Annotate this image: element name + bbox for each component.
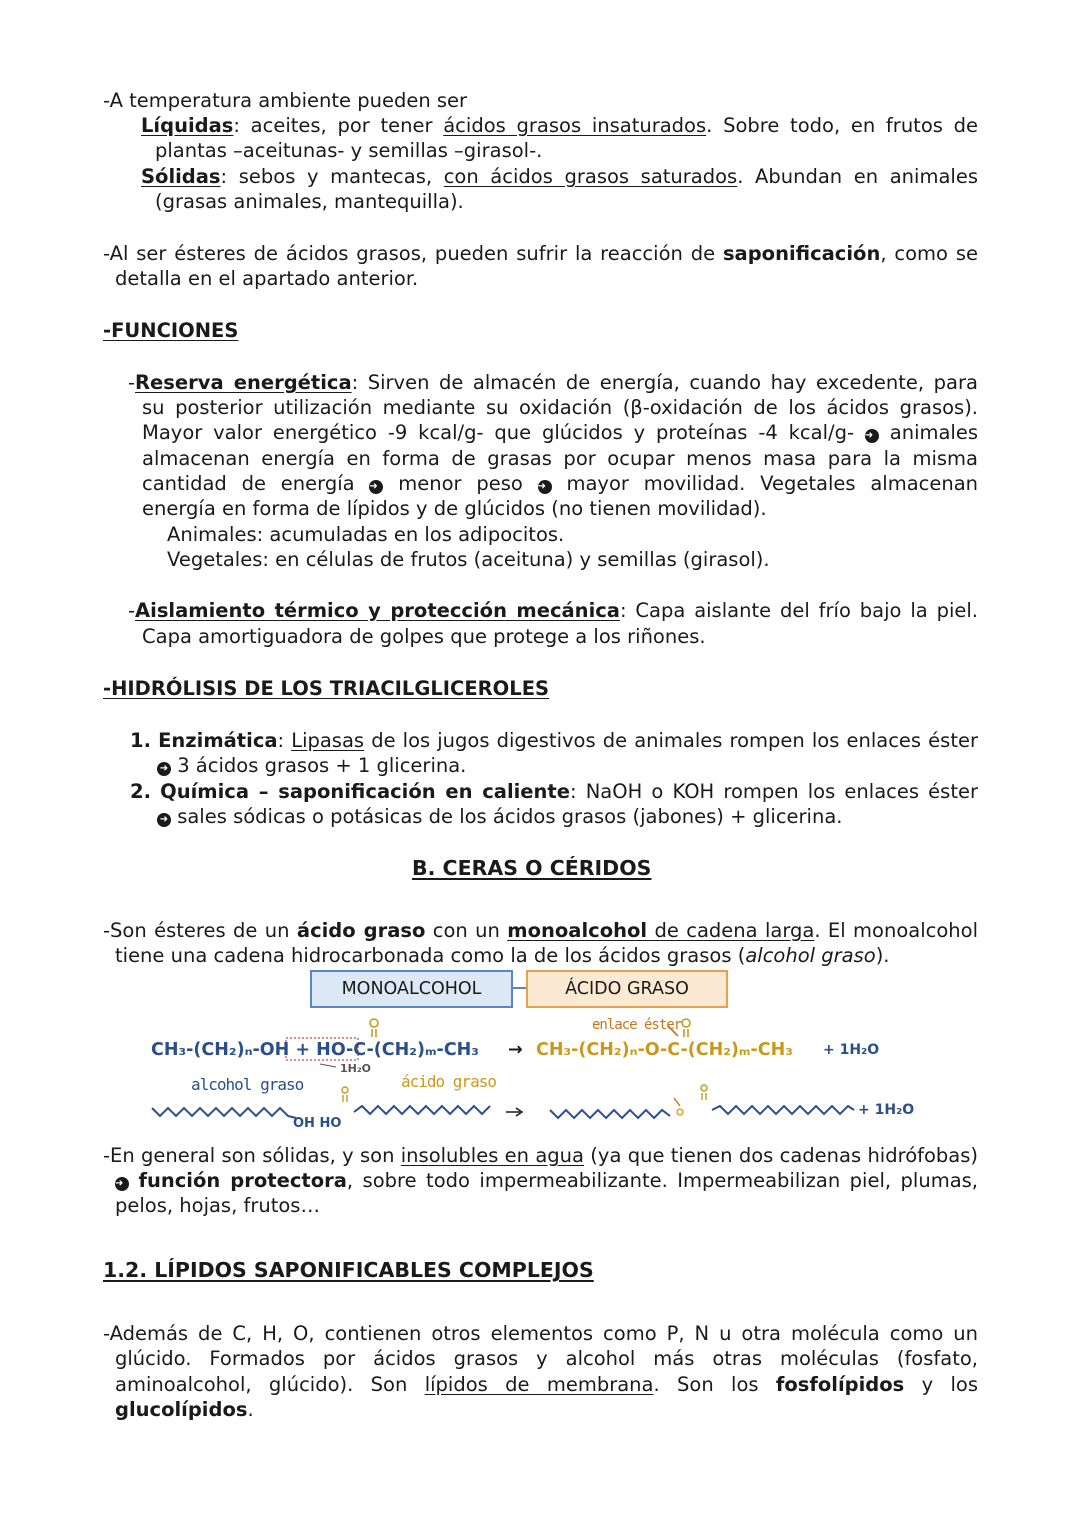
arrow-icon: ➜	[157, 762, 171, 776]
zigzag-acid-icon	[354, 1106, 490, 1114]
item-1-bold: Enzimática	[158, 729, 278, 752]
solidas-line	[141, 164, 978, 189]
oh-ho-label: OH HO	[293, 1116, 342, 1131]
acido-graso-box: ÁCIDO GRASO	[526, 970, 728, 1008]
carbonyl-left-icon	[370, 1019, 378, 1037]
monoalcohol-link: monoalcohol	[507, 919, 648, 942]
reserva-text-5c: mayor movilidad. Vegetales almacenan	[566, 472, 979, 495]
liquidas-text: : aceites, por tener	[233, 114, 444, 137]
funciones-heading-text: -FUNCIONES	[103, 319, 239, 342]
formula-arrow: →	[508, 1040, 523, 1060]
saturados-link: con ácidos grasos saturados	[443, 165, 738, 188]
water-small: 1H₂O	[340, 1062, 372, 1075]
hidrolisis-item-1	[130, 728, 978, 753]
ceras-p2-l1b: (ya que tienen dos cadenas hidrófobas)	[583, 1144, 979, 1167]
reserva-text-5b: menor peso	[398, 472, 523, 495]
hidrolisis-item-2-cont	[157, 804, 842, 829]
item-1-rest: de los jugos digestivos de animales rompen los enlaces éster	[364, 729, 978, 752]
reserva-text-3b: animales	[889, 421, 979, 444]
ceras-p2-l2b: , sobre todo impermeabilizante. Impermeabilizan piel, plumas,	[346, 1169, 978, 1192]
water-arrow-icon	[320, 1064, 336, 1067]
cadena-larga-link: de cadena larga	[647, 919, 815, 942]
aislamiento-line-1	[128, 598, 978, 623]
complejos-line-4	[115, 1397, 254, 1422]
hidrolisis-heading	[103, 676, 549, 701]
reserva-line-4: almacenan energía en forma de grasas por ocupar menos masa para la misma	[142, 447, 978, 470]
liquidas-line	[141, 113, 978, 138]
ceras-l2a: tiene una cadena hidrocarbonada como la de los ácidos grasos (	[115, 944, 746, 967]
formula-water: + 1H₂O	[823, 1042, 880, 1058]
solidas-cont: (grasas animales, mantequilla).	[155, 190, 464, 213]
ceras-l1f: . El monoalcohol	[814, 919, 979, 942]
zigzag-ester-alcohol-icon	[550, 1110, 670, 1118]
lipasas-link: Lipasas	[291, 729, 365, 752]
box-connector	[511, 987, 526, 989]
formula-products	[536, 1040, 793, 1060]
aisl-dash: -	[128, 599, 136, 622]
liquidas-text-b: . Sobre todo, en frutos de	[706, 114, 979, 137]
monoalcohol-box: MONOALCOHOL	[310, 970, 513, 1008]
formula-left: CH₃-(CH₂)ₙ-OH + HO-C-(CH₂)ₘ-CH₃	[151, 1040, 479, 1060]
enlace-ester-label: enlace éster	[592, 1017, 682, 1033]
item-2-num: 2.	[130, 780, 151, 803]
item-1-colon: :	[277, 729, 292, 752]
zigzag-ester-acid-icon	[712, 1106, 854, 1114]
ceras-l1b: ácido graso	[296, 919, 426, 942]
saponificacion-cont: detalla en el apartado anterior.	[115, 267, 419, 290]
fosfolipidos-bold: fosfolípidos	[775, 1373, 905, 1396]
ceras-title	[412, 856, 651, 881]
complejos-heading-text: 1.2. LÍPIDOS SAPONIFICABLES COMPLEJOS	[103, 1258, 594, 1282]
complejos-line-2: glúcido. Formados por ácidos grasos y alcohol más otras moléculas (fosfato,	[115, 1347, 978, 1370]
lower-water: + 1H₂O	[858, 1102, 915, 1118]
complejos-l4b: .	[247, 1398, 254, 1421]
carbonyl-lower-icon	[701, 1085, 707, 1100]
reserva-line-6: energía en forma de lípidos y de glúcidos (no tienen movilidad).	[142, 497, 767, 520]
reserva-line-1	[128, 370, 978, 395]
ceras-p2-line-3: pelos, hojas, frutos…	[115, 1194, 320, 1217]
item-2-l2: sales sódicas o potásicas de los ácidos grasos (jabones) + glicerina.	[177, 805, 843, 828]
vegetales-line: Vegetales: en células de frutos (aceituna) y semillas (girasol).	[167, 548, 770, 571]
alcohol-graso-italic: alcohol graso	[745, 944, 876, 967]
solidas-text-b: . Abundan en animales	[737, 165, 978, 188]
arrow-icon: ➜	[369, 480, 383, 494]
ester-bond-arrow-icon	[674, 1098, 680, 1106]
complejos-l3c: y los	[921, 1373, 978, 1396]
ceras-p2-line-2	[115, 1168, 978, 1193]
ceras-l2c: ).	[875, 944, 890, 967]
sapon-text: -Al ser ésteres de ácidos grasos, pueden sufrir la reacción de	[103, 242, 723, 265]
insolubles-link: insolubles en agua	[400, 1144, 584, 1167]
glucolipidos-bold: glucolípidos	[115, 1398, 248, 1421]
complejos-heading	[103, 1258, 594, 1283]
carbonyl-right-icon	[682, 1019, 690, 1037]
hidrolisis-heading-text: -HIDRÓLISIS DE LOS TRIACILGLICEROLES	[103, 677, 550, 700]
lipidos-membrana-link: lípidos de membrana	[424, 1373, 654, 1396]
item-1-num: 1.	[130, 729, 151, 752]
complejos-line-3	[115, 1372, 978, 1397]
reserva-label: Reserva energética	[135, 371, 352, 394]
insaturados-link: ácidos grasos insaturados	[443, 114, 707, 137]
saponificacion-line	[103, 241, 978, 266]
alcohol-graso-label: alcohol graso	[191, 1075, 304, 1094]
formula-reactants	[151, 1040, 479, 1060]
funcion-protectora-bold: función protectora	[138, 1169, 347, 1192]
complejos-line-1: -Además de C, H, O, contienen otros elementos como P, N u otra molécula como un	[103, 1322, 978, 1345]
ceras-line-2	[115, 943, 890, 968]
reserva-line-3	[142, 420, 978, 445]
aisl-text-1: : Capa aislante del frío bajo la piel.	[619, 599, 978, 622]
hidrolisis-item-1-cont	[157, 753, 466, 778]
hidrolisis-item-2	[130, 779, 978, 804]
ceras-title-text: B. CERAS O CÉRIDOS	[412, 856, 652, 880]
funciones-heading	[103, 318, 238, 343]
intro-line: -A temperatura ambiente pueden ser	[103, 89, 468, 112]
liquidas-cont: plantas –aceitunas- y semillas –girasol-.	[155, 139, 543, 162]
aislamiento-line-2: Capa amortiguadora de golpes que protege a los riñones.	[142, 625, 706, 648]
arrow-icon: ➜	[865, 429, 879, 443]
animales-line: Animales: acumuladas en los adipocitos.	[167, 523, 565, 546]
ceras-line-1	[103, 918, 978, 943]
carbonyl-acid-lower-icon	[342, 1087, 348, 1102]
aislamiento-label: Aislamiento térmico y protección mecánica	[135, 599, 620, 622]
ceras-l1a: -Son ésteres de un	[103, 919, 297, 942]
reserva-text-5a: cantidad de energía	[142, 472, 355, 495]
solidas-text: : sebos y mantecas,	[220, 165, 444, 188]
ceras-p2-line-1	[103, 1143, 978, 1168]
ceras-l1c: con un	[425, 919, 508, 942]
liquidas-label: Líquidas	[141, 114, 234, 137]
solidas-label: Sólidas	[141, 165, 221, 188]
zigzag-alcohol-icon	[152, 1108, 296, 1118]
complejos-l3a: aminoalcohol, glúcido). Son	[115, 1373, 408, 1396]
complejos-l3b: . Son los	[653, 1373, 759, 1396]
reserva-line-5	[142, 471, 978, 496]
item-1-l2: 3 ácidos grasos + 1 glicerina.	[177, 754, 467, 777]
item-2-bold: Química – saponificación en caliente	[160, 780, 570, 803]
reserva-line-2: su posterior utilización mediante su oxidación (β-oxidación de los ácidos grasos).	[142, 396, 978, 419]
ester-o-icon	[677, 1109, 683, 1115]
enlace-arrow-icon	[668, 1026, 678, 1036]
arrow-icon: ➜	[115, 1177, 129, 1191]
cera-formula-diagram	[140, 1012, 900, 1132]
arrow-icon: ➜	[157, 813, 171, 827]
reserva-dash: -	[128, 371, 136, 394]
item-2-rest: : NaOH o KOH rompen los enlaces éster	[569, 780, 979, 803]
sapon-text-b: , como se	[880, 242, 978, 265]
arrow-icon: ➜	[538, 480, 552, 494]
ceras-p2-l1a: -En general son sólidas, y son	[103, 1144, 401, 1167]
acido-graso-label: ácido graso	[401, 1072, 496, 1091]
ceras-reaction-arrow-icon	[506, 1108, 522, 1116]
reserva-text-1: : Sirven de almacén de energía, cuando hay excedente, para	[351, 371, 978, 394]
formula-right: CH₃-(CH₂)ₙ-O-C-(CH₂)ₘ-CH₃	[536, 1040, 793, 1060]
sapon-bold: saponificación	[722, 242, 881, 265]
reserva-text-3a: Mayor valor energético -9 kcal/g- que glúcidos y proteínas -4 kcal/g-	[142, 421, 855, 444]
